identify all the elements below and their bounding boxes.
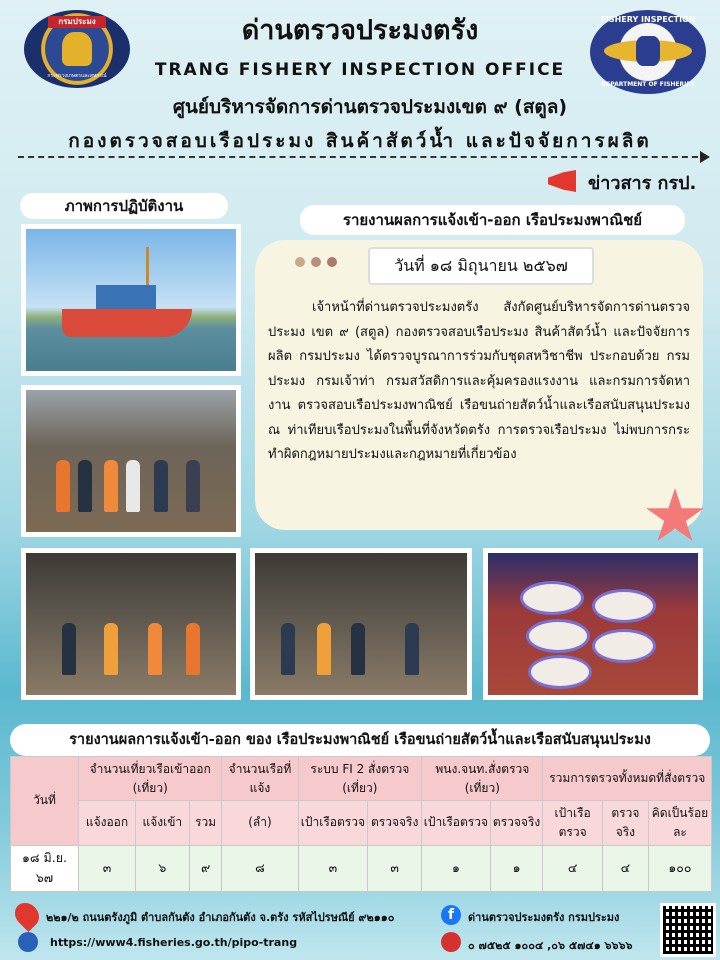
person-figure [56, 460, 70, 512]
header-date: วันที่ [11, 757, 79, 846]
photo-inspection-team [21, 385, 241, 537]
header-officer: พนง.จนท.สั่งตรวจ (เที่ยว) [422, 757, 543, 801]
subheader-cell: ตรวจจริง [602, 801, 648, 845]
fish-bowl [528, 655, 592, 689]
report-date: วันที่ ๑๘ มิถุนายน ๒๕๖๗ [368, 247, 594, 285]
table-cell: ๓ [298, 845, 368, 891]
person-figure [148, 623, 162, 675]
subheader-cell: เป้าเรือตรวจ [543, 801, 602, 845]
header-trips: จำนวนเที่ยวเรือเข้าออก (เที่ยว) [79, 757, 222, 801]
row-date: ๑๘ มิ.ย. ๖๗ [11, 845, 79, 891]
subheader-cell: เป้าเรือตรวจ [422, 801, 491, 845]
photo-fishing-boat [21, 224, 241, 376]
location-pin-icon [10, 898, 44, 932]
table-cell: ๑๐๐ [648, 845, 711, 891]
table-cell: ๓ [79, 845, 136, 891]
table-cell: ๘ [222, 845, 298, 891]
subheader-cell: คิดเป็นร้อยละ [648, 801, 711, 845]
dot-icon [311, 257, 321, 267]
address-text: ๒๒๑/๒ ถนนตรังภูมิ ตำบลกันตัง อำเภอกันตัง จ.ตรัง รหัสไปรษณีย์ ๙๒๑๑๐ [46, 911, 395, 924]
qr-pattern [663, 906, 713, 954]
table-banner: รายงานผลการแจ้งเข้า-ออก ของ เรือประมงพาณิชย์ เรือขนถ่ายสัตว์น้ำและเรือสนับสนุนประมง [10, 724, 710, 756]
person-figure [62, 623, 76, 675]
cabin-shape [96, 285, 156, 311]
fishery-inspection-logo [590, 10, 706, 94]
subheader-cell: เป้าเรือตรวจ [298, 801, 368, 845]
news-badge [548, 168, 698, 198]
person-figure [317, 623, 331, 675]
logo-top-text: FISHERY INSPECTION [600, 15, 696, 24]
person-figure [405, 623, 419, 675]
photo-crew-check [21, 548, 241, 700]
subtitle-center: ศูนย์บริหารจัดการด่านตรวจประมงเขต ๙ (สตูล) [172, 96, 568, 118]
facebook-page-link[interactable]: ด่านตรวจประมงตรัง กรมประมง [468, 911, 620, 924]
table-subheader-row [11, 801, 712, 845]
fish-bowl [592, 629, 656, 663]
subheader-cell: ตรวจจริง [490, 801, 543, 845]
subheader-cell: (ลำ) [222, 801, 298, 845]
table-row [11, 845, 712, 891]
subtitle-division: กองตรวจสอบเรือประมง สินค้าสัตว์น้ำ และปัจจัยการผลิต [68, 130, 652, 152]
news-label: ข่าวสาร กรป. [588, 173, 697, 194]
globe-icon [18, 932, 38, 952]
subheader-cell: แจ้งเข้า [135, 801, 189, 845]
facebook-icon[interactable]: f [441, 905, 461, 925]
arrow-icon [700, 151, 710, 163]
table-cell: ๑ [422, 845, 491, 891]
report-heading: รายงานผลการแจ้งเข้า-ออก เรือประมงพาณิชย์ [300, 205, 685, 235]
emblem-icon [62, 32, 92, 66]
subheader-cell: แจ้งออก [79, 801, 136, 845]
person-figure [351, 623, 365, 675]
photo-document-check [250, 548, 472, 700]
table-header-row [11, 757, 712, 801]
decorative-dots [295, 252, 343, 271]
divider [18, 156, 708, 158]
person-figure [186, 460, 200, 512]
megaphone-icon [548, 170, 576, 192]
photo-fish-catch [483, 548, 703, 700]
qr-code[interactable] [660, 903, 716, 957]
photos-heading: ภาพการปฏิบัติงาน [20, 193, 228, 219]
subheader-cell: รวม [189, 801, 222, 845]
table-cell: ๑ [490, 845, 543, 891]
shield-icon [636, 36, 660, 66]
website-link[interactable]: https://www4.fisheries.go.th/pipo-trang [50, 936, 298, 949]
boat-hull-shape [62, 309, 192, 337]
person-figure [104, 623, 118, 675]
dot-icon [295, 257, 305, 267]
person-figure [154, 460, 168, 512]
subheader-cell: ตรวจจริง [368, 801, 422, 845]
header-fi2: ระบบ FI 2 สั่งตรวจ (เที่ยว) [298, 757, 422, 801]
report-table [10, 756, 712, 892]
phone-icon [441, 932, 461, 952]
person-figure [186, 623, 200, 675]
logo-label: กรมประมง [48, 16, 106, 28]
fish-bowl [526, 619, 590, 653]
table-cell: ๔ [602, 845, 648, 891]
header-boats: จำนวนเรือที่แจ้ง [222, 757, 298, 801]
report-body: เจ้าหน้าที่ด่านตรวจประมงตรัง สังกัดศูนย์บริหารจัดการด่านตรวจประมง เขต ๙ (สตูล) กองตรวจสอบเรือประมง สินค้าสัตว์น้ำ และปัจจัยการผลิต กรมประมง ได้ตรวจบูรณาการร่วมกับชุดสหวิชาชีพ ประกอบด้วย กรมประมง กรมเจ้าท่า กรมสวัสดิการและคุ้มครองแรงงาน และกรมการจัดหางาน ตรวจสอบเรือประมงพาณิชย์ เรือขนถ่ายสัตว์น้ำและเรือสนับสนุนประมง ณ ท่าเทียบเรือประมงในพื้นที่จังหวัดตรัง การตรวจเรือประมง ไม่พบการกระทำผิดกฎหมายประมงและกฎหมายที่เกี่ยวข้อง [268, 300, 690, 462]
fish-bowl [592, 589, 656, 623]
table-cell: ๖ [135, 845, 189, 891]
person-figure [78, 460, 92, 512]
person-figure [126, 460, 140, 512]
table-cell: ๙ [189, 845, 222, 891]
header-total: รวมการตรวจทั้งหมดที่สั่งตรวจ [543, 757, 712, 801]
table-cell: ๓ [368, 845, 422, 891]
page-title: ด่านตรวจประมงตรัง [241, 15, 479, 46]
page-title-english: TRANG FISHERY INSPECTION OFFICE [154, 60, 566, 80]
person-figure [104, 460, 118, 512]
dot-icon [327, 257, 337, 267]
fish-bowl [520, 581, 584, 615]
department-of-fisheries-logo [24, 10, 130, 88]
logo-caption: กระทรวงเกษตรและสหกรณ์ [47, 73, 107, 79]
person-figure [281, 623, 295, 675]
phone-number: ๐ ๗๕๒๕ ๑๐๐๔ ,๐๖ ๕๗๔๑ ๖๖๖๖ [468, 939, 633, 952]
table-cell: ๔ [543, 845, 602, 891]
logo-bottom-text: DEPARTMENT OF FISHERIES [601, 81, 695, 88]
